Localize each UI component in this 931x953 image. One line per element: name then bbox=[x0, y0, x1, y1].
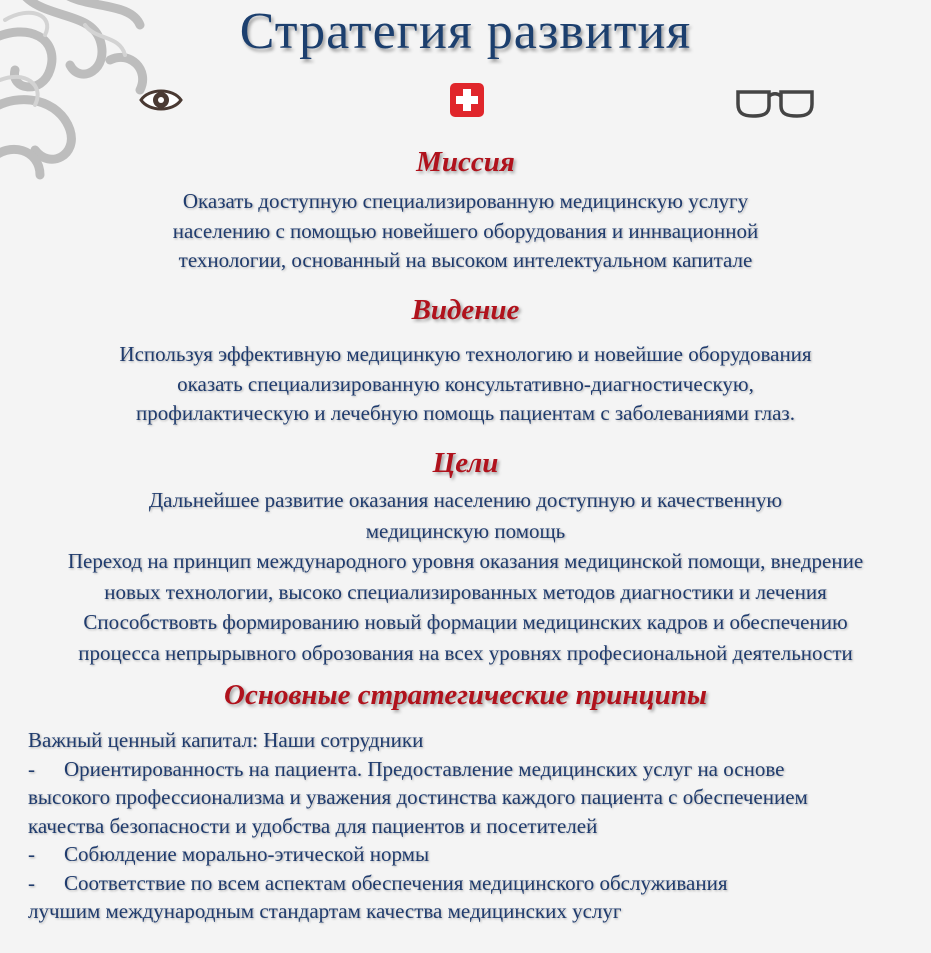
principles-heading: Основные стратегические принципы bbox=[224, 679, 707, 711]
principle-item bbox=[28, 755, 928, 784]
principle-text: Ориентированность на пациента. Предоставление медицинских услуг на основе bbox=[64, 756, 785, 781]
list-dash: - bbox=[28, 756, 35, 781]
goals-line: Способствовть формированию новый формации медицинских кадров и обеспечению bbox=[83, 610, 848, 634]
goals-line: медицинскую помощь bbox=[365, 518, 566, 543]
principle-continuation: лучшим международным стандартам качества медицинских услуг bbox=[28, 899, 622, 923]
goals-heading: Цели bbox=[432, 447, 499, 479]
list-dash: - bbox=[28, 870, 35, 895]
principle-text: Собюлдение морально-этической нормы bbox=[64, 842, 430, 866]
mission-heading: Миссия bbox=[416, 146, 515, 178]
mission-line: населению с помощью новейшего оборудования и иннвационной bbox=[172, 218, 759, 243]
principle-continuation: высокого профессионализма и уважения достинства каждого пациента с обеспечением bbox=[28, 785, 808, 809]
goals-line: новых технологии, высоко специализированных методов диагностики и лечения bbox=[104, 579, 827, 604]
vision-line: Используя эффективную медицинкую технологию и новейшие оборудования bbox=[119, 342, 812, 366]
goals-line: Переход на принцип международного уровня оказания медицинской помощи, внедрение bbox=[67, 549, 864, 573]
page-title: Стратегия развития bbox=[239, 3, 692, 60]
principles-list bbox=[28, 726, 928, 926]
goals-text bbox=[0, 486, 931, 669]
principle-continuation: качества безопасности и удобства для пациентов и посетителей bbox=[28, 813, 598, 838]
list-dash: - bbox=[28, 842, 35, 866]
vision-heading: Видение bbox=[411, 294, 520, 326]
goals-line: Дальнейшее развитие оказания населению доступную и качественную bbox=[148, 488, 783, 512]
vision-text bbox=[0, 340, 931, 429]
first-aid-plus-icon bbox=[450, 83, 484, 117]
principle-item bbox=[28, 840, 928, 869]
mission-text bbox=[0, 187, 931, 276]
vision-line: оказать специализированную консультативно-диагностическую, bbox=[177, 371, 754, 396]
vision-line: профилактическую и лечебную помощь пациентам с заболеваниями глаз. bbox=[136, 401, 795, 425]
principle-item bbox=[28, 869, 928, 898]
principles-intro: Важный ценный капитал: Наши сотрудники bbox=[28, 728, 424, 752]
mission-line: Оказать доступную специализированную медицинскую услугу bbox=[182, 189, 749, 213]
glasses-icon bbox=[735, 88, 815, 118]
eye-icon bbox=[139, 85, 183, 115]
mission-line: технологии, основанный на высоком интелектуальном капитале bbox=[178, 248, 753, 272]
goals-line: процесса непрырывного оброзования на всех уровнях професиональной деятельности bbox=[78, 640, 853, 665]
principle-text: Соответствие по всем аспектам обеспечения медицинского обслуживания bbox=[64, 870, 728, 895]
